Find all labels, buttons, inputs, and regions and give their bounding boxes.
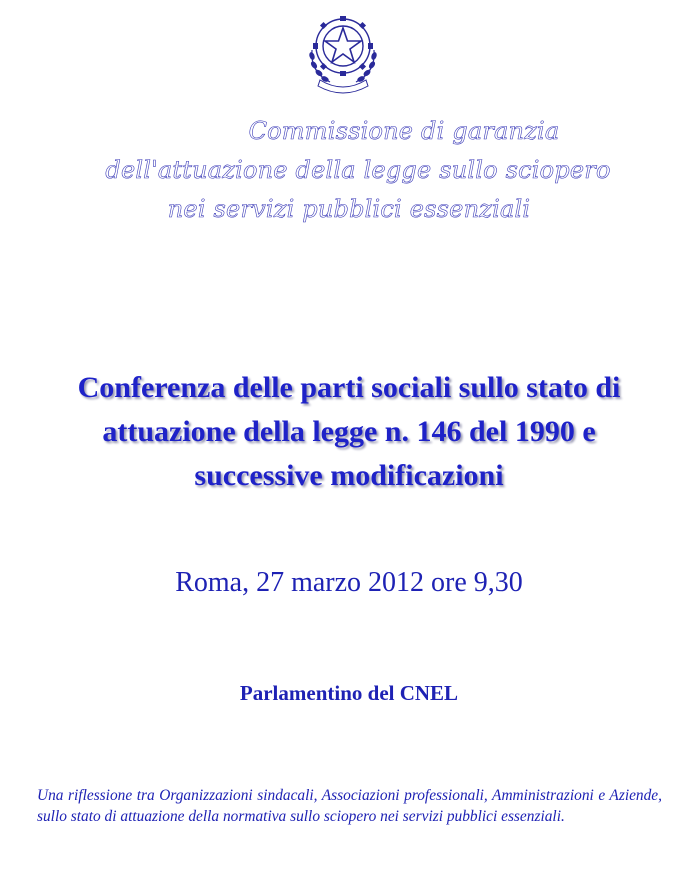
- conference-title: [20, 366, 678, 498]
- commission-line-2: dell'attuazione della legge sullo sciopero: [105, 156, 611, 184]
- italian-republic-emblem-icon: [298, 6, 388, 96]
- commission-line-1: Commissione di garanzia: [248, 117, 560, 145]
- commission-name: [0, 112, 698, 229]
- event-date: Roma, 27 marzo 2012 ore 9,30: [175, 567, 523, 598]
- title-line-3: successive modificazioni: [194, 459, 504, 492]
- commission-line-3: nei servizi pubblici essenziali: [167, 195, 531, 223]
- title-line-2: attuazione della legge n. 146 del 1990 e: [102, 415, 596, 448]
- title-line-1: Conferenza delle parti sociali sullo stato di: [77, 371, 621, 404]
- event-venue: Parlamentino del CNEL: [239, 681, 459, 705]
- event-description: Una riflessione tra Organizzazioni sindacali, Associazioni professionali, Amministrazioni e Aziende, sullo stato di attuazione della normativa sullo sciopero nei servizi pubblici essenziali.: [37, 787, 662, 825]
